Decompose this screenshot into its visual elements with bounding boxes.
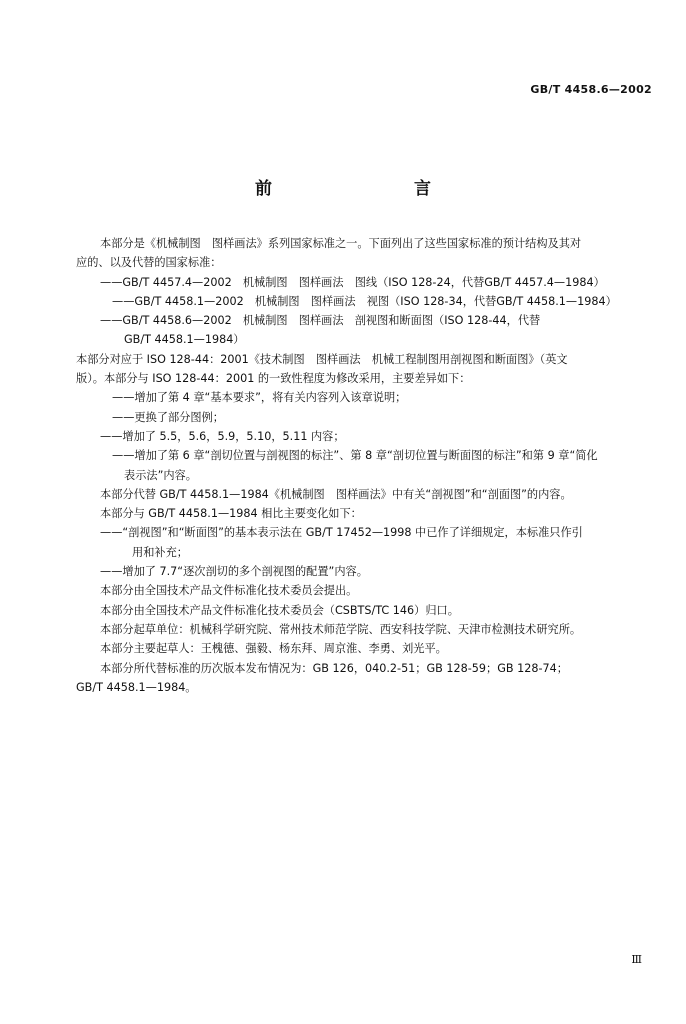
paragraph-line: 本部分主要起草人：王槐德、强毅、杨东拜、周京淮、李勇、刘光平。 bbox=[100, 642, 447, 656]
paragraph-line: 应的、以及代替的国家标准： bbox=[76, 256, 222, 270]
paragraph-line: 版）。本部分与 ISO 128-44：2001 的一致性程度为修改采用，主要差异如下： bbox=[76, 372, 471, 386]
paragraph-line: 本部分由全国技术产品文件标准化技术委员会提出。 bbox=[100, 584, 358, 598]
paragraph-line: 本部分所代替标准的历次版本发布情况为：GB 126，040.2-51；GB 128-59；GB 128-74； bbox=[100, 661, 568, 675]
list-item: ——GB/T 4457.4—2002 机械制图 图样画法 图线（ISO 128-24，代替GB/T 4457.4—1984） bbox=[100, 275, 605, 289]
paragraph-line: 本部分代替 GB/T 4458.1—1984《机械制图 图样画法》中有关“剖视图”和“剖面图”的内容。 bbox=[100, 487, 572, 501]
page-title: 前 言 bbox=[255, 179, 467, 199]
paragraph-line: 本部分起草单位：机械科学研究院、常州技术师范学院、西安科技学院、天津市检测技术研究所。 bbox=[100, 622, 582, 636]
list-item: ——增加了 7.7“逐次剖切的多个剖视图的配置”内容。 bbox=[100, 565, 368, 579]
paragraph-line: 本部分与 GB/T 4458.1—1984 相比主要变化如下： bbox=[100, 507, 362, 521]
list-item: ——增加了第 6 章“剖切位置与剖视图的标注”、第 8 章“剖切位置与断面图的标注”和第 9 章“简化 bbox=[112, 449, 598, 463]
list-item: ——GB/T 4458.6—2002 机械制图 图样画法 剖视图和断面图（ISO 128-44，代替 bbox=[100, 314, 541, 328]
list-item: ——更换了部分图例； bbox=[112, 410, 224, 424]
list-item-continuation: 表示法”内容。 bbox=[124, 468, 197, 482]
paragraph-line: 本部分对应于 ISO 128-44：2001《技术制图 图样画法 机械工程制图用剖视图和断面图》（英文 bbox=[76, 352, 568, 366]
document-header-code: GB/T 4458.6—2002 bbox=[530, 83, 652, 96]
paragraph-line: 本部分由全国技术产品文件标准化技术委员会（CSBTS/TC 146）归口。 bbox=[100, 603, 459, 617]
list-item-continuation: GB/T 4458.1—1984） bbox=[124, 333, 245, 347]
list-item-continuation: 用和补充； bbox=[132, 545, 188, 559]
paragraph-line: 本部分是《机械制图 图样画法》系列国家标准之一。下面列出了这些国家标准的预计结构及其对 bbox=[100, 237, 582, 250]
page-number: Ⅲ bbox=[631, 953, 642, 966]
list-item: ——GB/T 4458.1—2002 机械制图 图样画法 视图（ISO 128-34，代替GB/T 4458.1—1984） bbox=[112, 294, 617, 308]
document-body bbox=[76, 234, 658, 697]
list-item: ——“剖视图”和“断面图”的基本表示法在 GB/T 17452—1998 中已作了详细规定，本标准只作引 bbox=[100, 526, 583, 540]
list-item: ——增加了第 4 章“基本要求”，将有关内容列入该章说明； bbox=[112, 391, 407, 405]
paragraph-line: GB/T 4458.1—1984。 bbox=[76, 680, 197, 694]
list-item: ——增加了 5.5，5.6，5.9，5.10，5.11 内容； bbox=[100, 429, 345, 443]
